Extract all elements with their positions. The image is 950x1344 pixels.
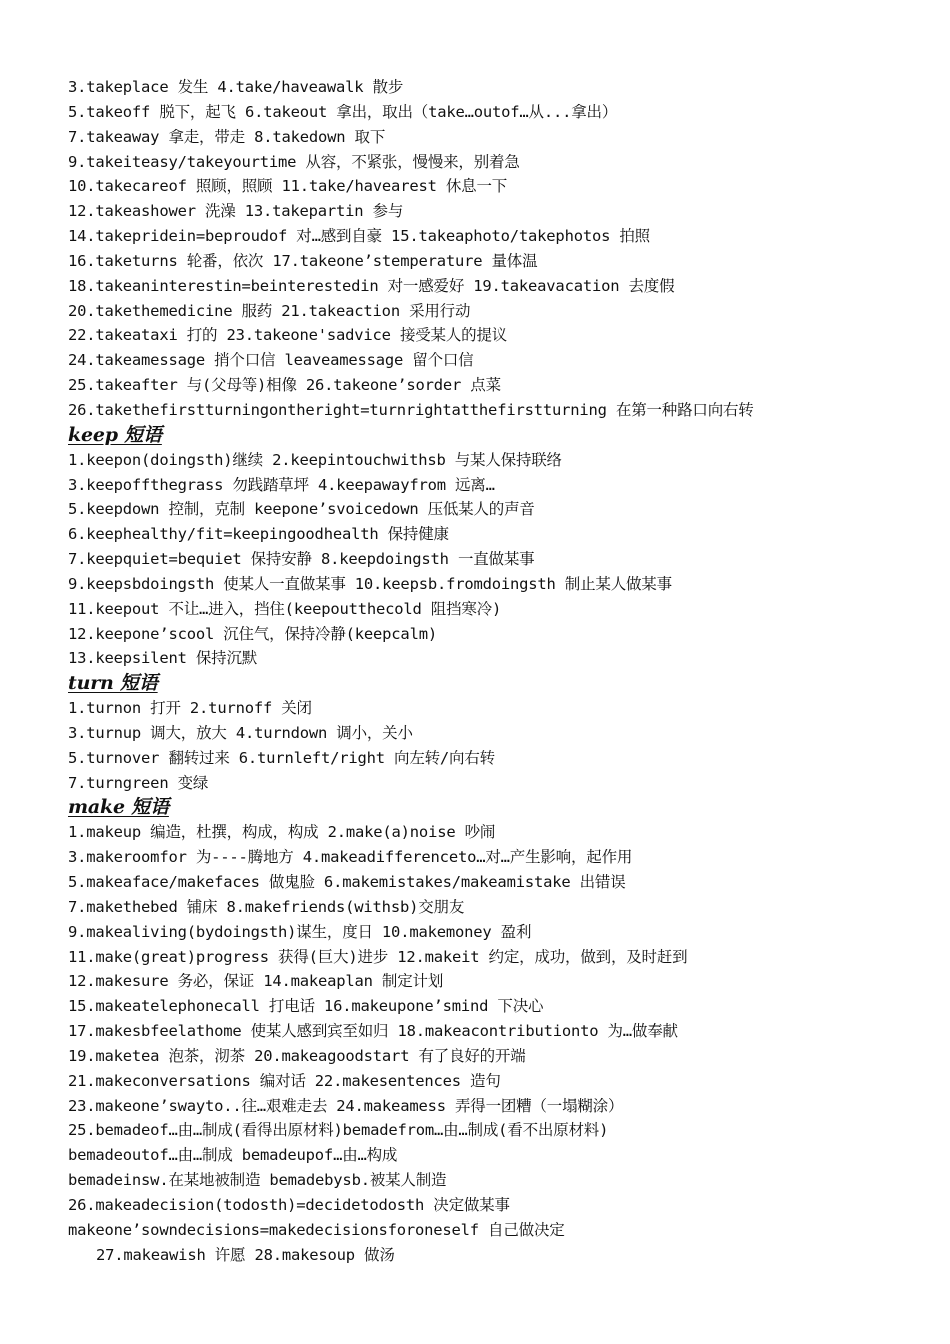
section-heading-turn: turn 短语: [68, 672, 158, 695]
list-item: 20.takethemedicine 服药 21.takeaction 采用行动: [68, 301, 471, 320]
list-item: 15.makeatelephonecall 打电话 16.makeupone’smind 下决心: [68, 997, 544, 1016]
list-item: 3.turnup 调大，放大 4.turndown 调小，关小: [68, 723, 413, 742]
list-item: 11.make(great)progress 获得(巨大)进步 12.makeit 约定，成功，做到，及时赶到: [68, 947, 688, 966]
list-item: 11.keepout 不让…进入，挡住(keepoutthecold 阻挡寒冷): [68, 599, 502, 618]
list-item: 16.taketurns 轮番，依次 17.takeone’stemperature 量体温: [68, 251, 538, 270]
list-item: 7.turngreen 变绿: [68, 773, 209, 792]
list-item: 1.makeup 编造，杜撰，构成，构成 2.make(a)noise 吵闹: [68, 823, 496, 842]
list-item: 5.takeoff 脱下，起飞 6.takeout 拿出，取出（take…outof…从...拿出）: [68, 102, 618, 121]
list-item: 1.turnon 打开 2.turnoff 关闭: [68, 699, 312, 718]
list-item: 3.keepoffthegrass 勿践踏草坪 4.keepawayfrom 远离…: [68, 475, 495, 494]
list-item: 12.takeashower 洗澡 13.takepartin 参与: [68, 202, 404, 221]
list-item: makeone’sowndecisions=makedecisionsforoneself 自己做决定: [68, 1220, 565, 1239]
list-item: 9.takeiteasy/takeyourtime 从容，不紧张，慢慢来，别着急: [68, 152, 520, 171]
section-heading-keep: keep 短语: [68, 423, 162, 446]
list-item: 22.takeataxi 打的 23.takeone'sadvice 接受某人的提议: [68, 326, 508, 345]
list-item: 9.keepsbdoingsth 使某人一直做某事 10.keepsb.fromdoingsth 制止某人做某事: [68, 574, 672, 593]
list-item: bemadeoutof…由…制成 bemadeupof…由…构成: [68, 1146, 398, 1165]
list-item: 5.keepdown 控制，克制 keepone’svoicedown 压低某人的声音: [68, 500, 535, 519]
list-item: 7.keepquiet=bequiet 保持安静 8.keepdoingsth 一直做某事: [68, 550, 535, 569]
section-heading-make: make 短语: [68, 796, 169, 819]
list-item: 13.keepsilent 保持沉默: [68, 649, 258, 668]
list-item: 6.keephealthy/fit=keepingoodhealth 保持健康: [68, 525, 449, 544]
list-item: 9.makealiving(bydoingsth)谋生，度日 10.makemoney 盈利: [68, 922, 532, 941]
list-item: 12.makesure 务必，保证 14.makeaplan 制定计划: [68, 972, 444, 991]
list-item: 5.turnover 翻转过来 6.turnleft/right 向左转/向右转: [68, 748, 495, 767]
list-item: 12.keepone’scool 沉住气，保持冷静(keepcalm): [68, 624, 437, 643]
list-item: 19.maketea 泡茶，沏茶 20.makeagoodstart 有了良好的开端: [68, 1046, 526, 1065]
list-item: 21.makeconversations 编对话 22.makesentences 造句: [68, 1071, 501, 1090]
list-item: 25.takeafter 与(父母等)相像 26.takeone’sorder 点菜: [68, 376, 501, 395]
list-item: 17.makesbfeelathome 使某人感到宾至如归 18.makeacontributionto 为…做奉献: [68, 1022, 678, 1041]
list-item: 7.makethebed 铺床 8.makefriends(withsb)交朋友: [68, 897, 465, 916]
list-item: 25.bemadeof…由…制成(看得出原材料)bemadefrom…由…制成(看不出原材料): [68, 1121, 609, 1140]
list-item: 23.makeone’swayto..往…艰难走去 24.makeamess 弄得一团糟（一塌糊涂）: [68, 1096, 624, 1115]
list-item: 26.makeadecision(todosth)=decidetodosth 决定做某事: [68, 1195, 510, 1214]
list-item: 3.makeroomfor 为----腾地方 4.makeadifferenceto…对…产生影响，起作用: [68, 848, 633, 867]
list-item: 7.takeaway 拿走，带走 8.takedown 取下: [68, 127, 386, 146]
list-item: 10.takecareof 照顾，照顾 11.take/havearest 休息一下: [68, 177, 508, 196]
list-item: 14.takepridein=beproudof 对…感到自豪 15.takeaphoto/takephotos 拍照: [68, 227, 650, 246]
list-item: 18.takeaninterestin=beinterestedin 对一感爱好 19.takeavacation 去度假: [68, 276, 675, 295]
list-item: 26.takethefirstturningontheright=turnrightatthefirstturning 在第一种路口向右转: [68, 400, 754, 419]
list-item: 24.takeamessage 捎个口信 leaveamessage 留个口信: [68, 351, 474, 370]
list-item: 3.takeplace 发生 4.take/haveawalk 散步: [68, 78, 404, 96]
list-item: bemadeinsw.在某地被制造 bemadebysb.被某人制造: [68, 1171, 447, 1190]
list-item: 5.makeaface/makefaces 做鬼脸 6.makemistakes/makeamistake 出错误: [68, 873, 626, 891]
list-item: 1.keepon(doingsth)继续 2.keepintouchwithsb 与某人保持联络: [68, 450, 562, 469]
list-item: [68, 1268, 928, 1293]
list-item: 27.makeawish 许愿 28.makesoup 做汤: [96, 1245, 395, 1264]
document-page: [68, 75, 928, 1292]
